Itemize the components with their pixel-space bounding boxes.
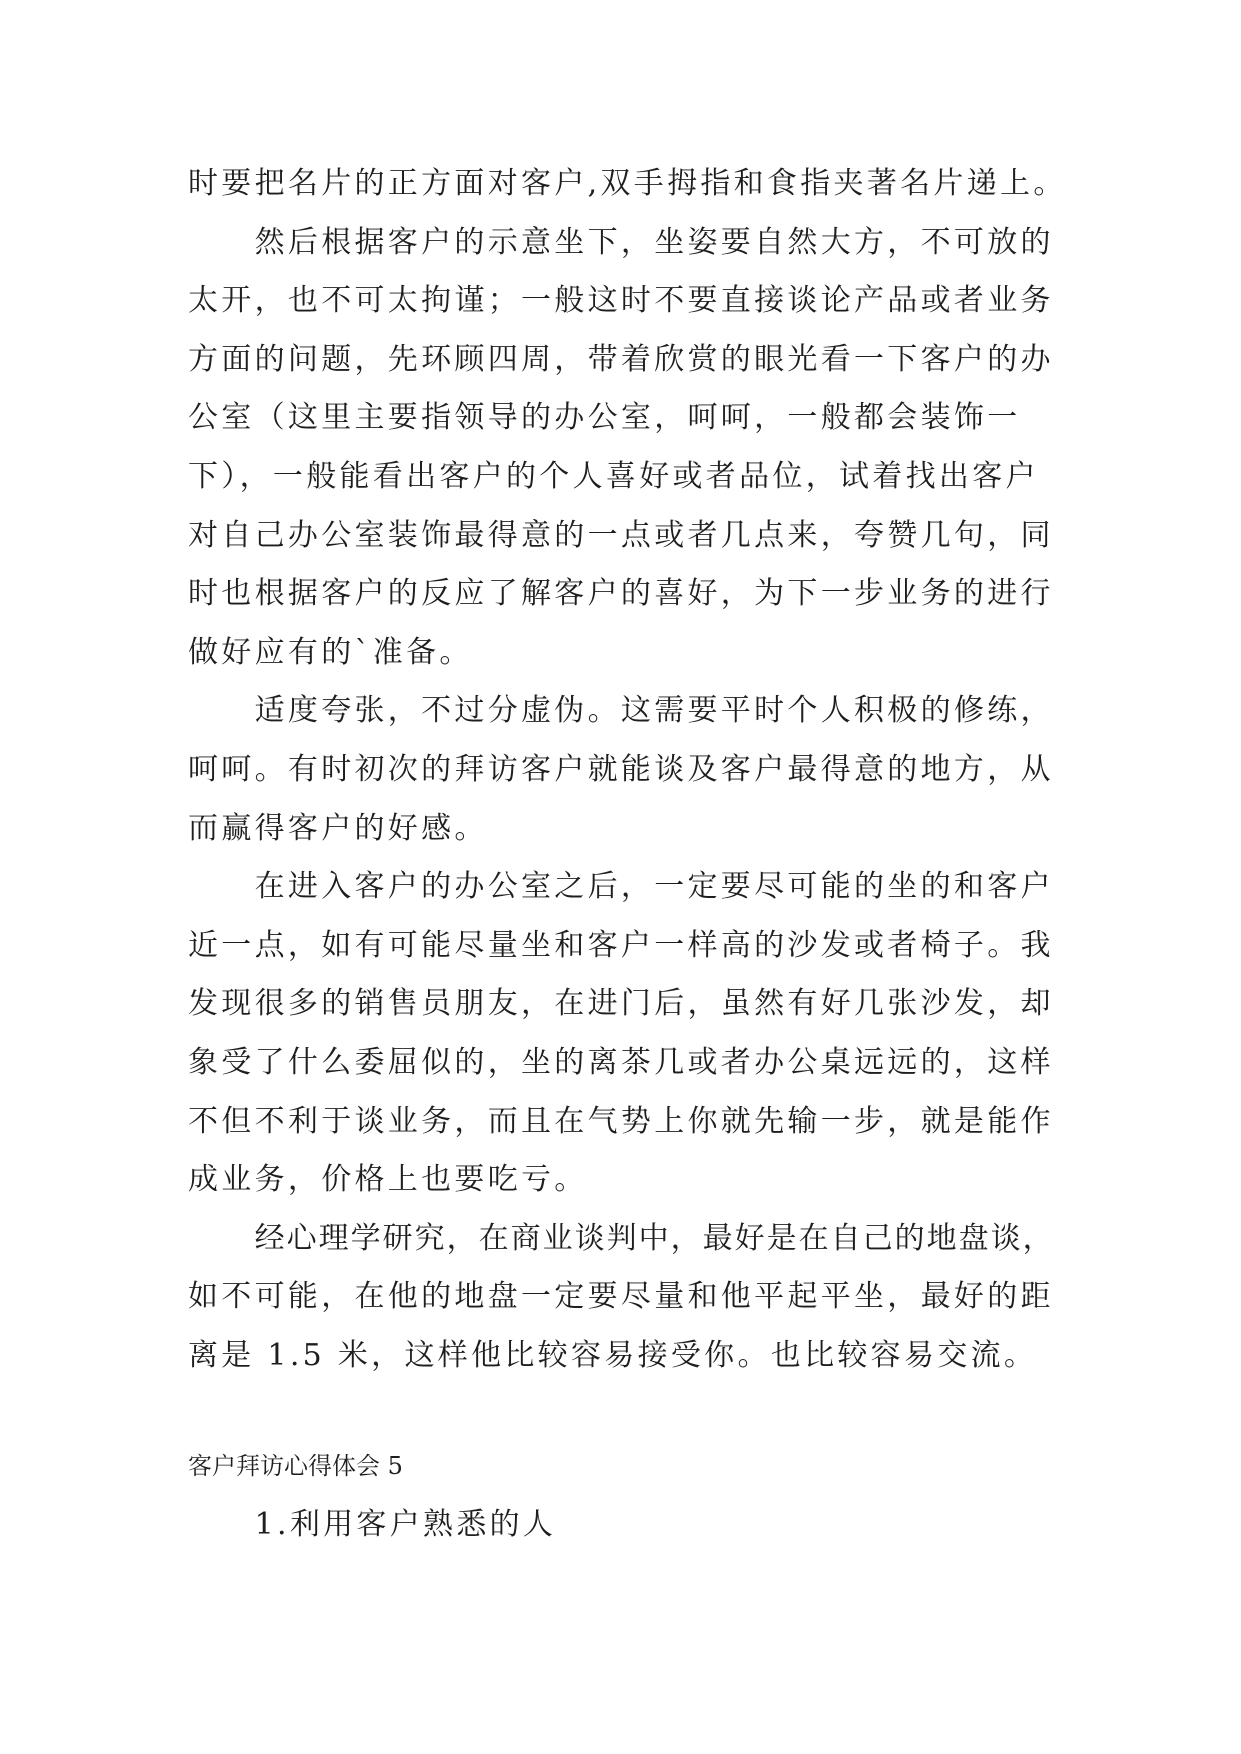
paragraph — [188, 1210, 1098, 1386]
paragraph-line: 不但不利于谈业务，而且在气势上你就先输一步，就是能作 — [188, 1103, 1054, 1139]
paragraph-line: 成业务，价格上也要吃亏。 — [188, 1162, 588, 1198]
list-item: 1.利用客户熟悉的人 — [254, 1507, 557, 1543]
paragraph — [188, 682, 1098, 858]
paragraph-line: 如不可能，在他的地盘一定要尽量和他平起平坐，最好的距 — [188, 1279, 1054, 1315]
paragraph-line: 方面的问题，先环顾四周，带着欣赏的眼光看一下客户的办 — [188, 341, 1054, 377]
paragraph-line: 而赢得客户的好感。 — [188, 810, 488, 846]
paragraph — [188, 155, 1098, 214]
paragraph-line: 做好应有的`准备。 — [188, 634, 473, 670]
paragraph — [188, 214, 1098, 683]
paragraph-line: 发现很多的销售员朋友，在进门后，虽然有好几张沙发，却 — [188, 986, 1054, 1022]
paragraph-line: 经心理学研究，在商业谈判中，最好是在自己的地盘谈， — [254, 1220, 1055, 1256]
paragraph-line: 公室（这里主要指领导的办公室，呵呵，一般都会装饰一 — [188, 400, 1021, 436]
paragraph — [188, 858, 1098, 1210]
paragraph-line: 近一点，如有可能尽量坐和客户一样高的沙发或者椅子。我 — [188, 927, 1054, 963]
paragraph-line: 时也根据客户的反应了解客户的喜好，为下一步业务的进行 — [188, 576, 1054, 612]
paragraph-line: 在进入客户的办公室之后，一定要尽可能的坐的和客户 — [254, 869, 1054, 905]
section-heading: 客户拜访心得体会 5 — [188, 1452, 403, 1481]
paragraph-line: 呵呵。有时初次的拜访客户就能谈及客户最得意的地方，从 — [188, 751, 1054, 787]
paragraph-line: 离是 1.5 米，这样他比较容易接受你。也比较容易交流。 — [188, 1337, 1038, 1373]
paragraph-line: 下），一般能看出客户的个人喜好或者品位，试着找出客户 — [188, 458, 1039, 494]
document-body — [188, 155, 1098, 1555]
paragraph-line: 对自己办公室装饰最得意的一点或者几点来，夸赞几句，同 — [188, 517, 1054, 553]
paragraph-line: 象受了什么委屈似的，坐的离茶几或者办公桌远远的，这样 — [188, 1044, 1054, 1080]
paragraph-line: 适度夸张，不过分虚伪。这需要平时个人积极的修练， — [254, 693, 1054, 729]
paragraph-line: 时要把名片的正方面对客户,双手拇指和食指夹著名片递上。 — [188, 166, 1067, 201]
paragraph-line: 然后根据客户的示意坐下，坐姿要自然大方，不可放的 — [254, 224, 1054, 260]
paragraph-line: 太开，也不可太拘谨；一般这时不要直接谈论产品或者业务 — [188, 283, 1054, 319]
